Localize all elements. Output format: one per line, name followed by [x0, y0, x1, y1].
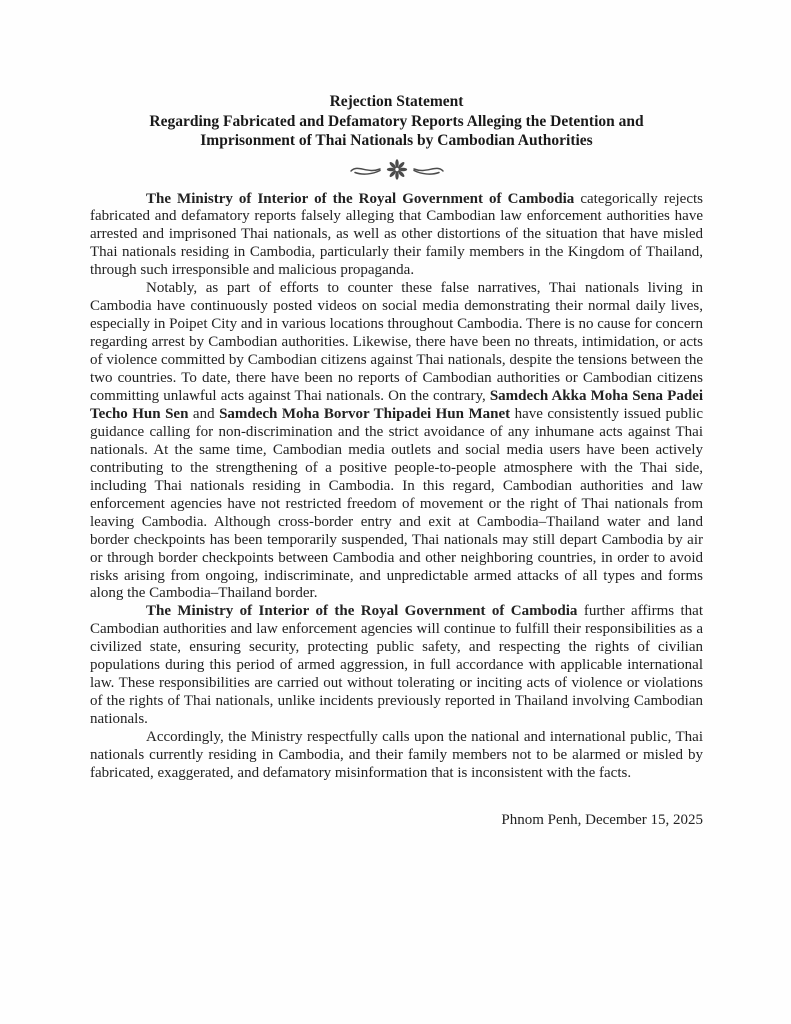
paragraph [90, 280, 703, 603]
document-paragraphs [90, 191, 703, 783]
paragraph-segment: Notably, as part of efforts to counter these false narratives, Thai nationals living in Cambodia have continuously posted videos on social media demonstrating their normal daily lives, especially in Poipet City and in various locations throughout Cambodia. There is no cause for concern regarding arrest by Cambodian authorities. Likewise, there have been no threats, intimidation, or acts of violence committed by Cambodian citizens against Thai nationals, despite the tensions between the two countries. To date, there have been no reports of Cambodian authorities or Cambodian citizens committing unlawful acts against Thai nationals. On the contrary, [90, 280, 703, 404]
paragraph-bold-segment: Samdech Akka Moha Sena Padei Techo Hun Sen [90, 387, 703, 422]
paragraph-segment: and [188, 405, 220, 422]
title-line-1: Rejection Statement [329, 93, 464, 110]
paragraph-segment: Accordingly, the Ministry respectfully calls upon the national and international public, Thai nationals currently residing in Cambodia, and their family members not to be alarmed or misled by fabricated, exaggerated, and defamatory misinformation that is inconsistent with the facts. [90, 729, 703, 781]
paragraph-bold-segment: The Ministry of Interior of the Royal Government of Cambodia [146, 190, 575, 207]
title-line-3: Imprisonment of Thai Nationals by Cambodian Authorities [200, 132, 593, 149]
paragraph-segment: further affirms that Cambodian authorities and law enforcement agencies will continue to fulfill their responsibilities as a civilized state, ensuring security, protecting public safety, and respecting the rights of civilian populations during this period of armed aggression, in full accordance with applicable international law. These responsibilities are carried out without tolerating or inciting acts of violence or violations of the rights of Thai nationals, unlike incidents previously reported in Thailand involving Cambodian nationals. [90, 603, 703, 728]
paragraph-bold-segment: Samdech Moha Borvor Thipadei Hun Manet [219, 405, 511, 422]
paragraph-bold-segment: The Ministry of Interior of the Royal Government of Cambodia [146, 603, 578, 620]
paragraph-segment: have consistently issued public guidance calling for non-discrimination and the strict avoidance of any inhumane acts against Thai nationals. At the same time, Cambodian media outlets and social media users have been actively contributing to the strengthening of a positive people-to-people atmosphere with the Thai side, including Thai nationals residing in Cambodia. In this regard, Cambodian authorities and law enforcement agencies have not restricted freedom of movement or the right of Thai nationals from leaving Cambodia. Although cross-border entry and exit at Cambodia–Thailand water and land border checkpoints has been temporarily suspended, Thai nationals may still depart Cambodia by air or through border checkpoints between Cambodia and other neighboring countries, in order to avoid risks arising from ongoing, indiscriminate, and unpredictable armed attacks of all types and forms along the Cambodia–Thailand border. [90, 405, 703, 602]
document-content [90, 92, 703, 829]
paragraph [90, 191, 703, 281]
document-title [90, 92, 703, 151]
paragraph [90, 603, 703, 729]
dateline: Phnom Penh, December 15, 2025 [501, 811, 703, 828]
paragraph [90, 729, 703, 783]
title-line-2: Regarding Fabricated and Defamatory Reports Alleging the Detention and [149, 112, 644, 130]
paragraph-segment: categorically rejects fabricated and defamatory reports falsely alleging that Cambodian law enforcement authorities have arrested and imprisoned Thai nationals, as well as other distortions of the situation that have misled Thai nationals residing in Cambodia, particularly their family members in the Kingdom of Thailand, through such irresponsible and malicious propaganda. [90, 190, 703, 279]
floral-divider-ornament [90, 158, 703, 182]
